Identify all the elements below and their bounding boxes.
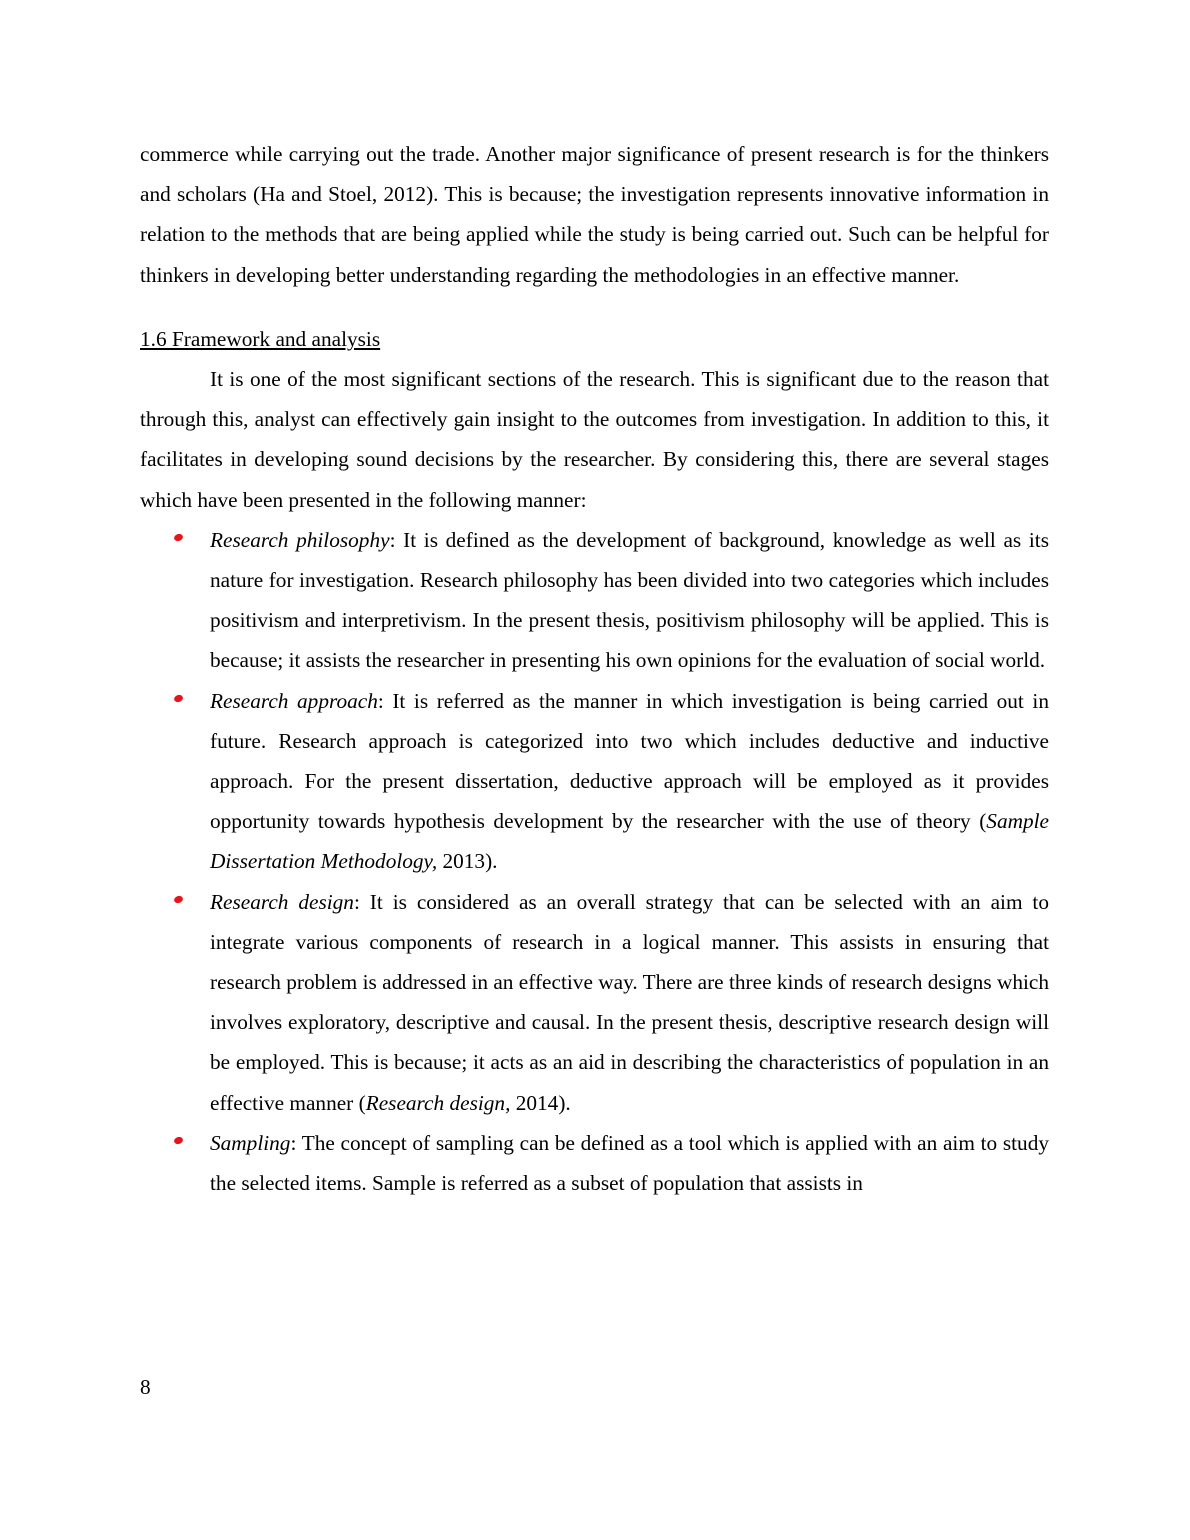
- intro-paragraph: commerce while carrying out the trade. Another major significance of present research is for the thinkers and scholars (Ha and Stoel, 2012). This is because; the investigation represents innovative information in relation to the methods that are being applied while the study is being carried out. Such can be helpful for thinkers in developing better understanding regarding the methodologies in an effective manner.: [140, 142, 1049, 287]
- bullet-icon: [173, 894, 184, 904]
- bullet-term: Research philosophy: [210, 527, 390, 552]
- list-item-research-design: [140, 882, 1049, 1123]
- bullet-term: Research approach: [210, 688, 378, 713]
- section-heading: 1.6 Framework and analysis: [140, 326, 381, 351]
- bullet-text: : It is defined as the development of background, knowledge as well as its nature for investigation. Research philosophy has been divided into two categories which includes positivism and interpretivism. In the present thesis, positivism philosophy will be applied. This is because; it assists the researcher in presenting his own opinions for the evaluation of social world.: [210, 527, 1049, 673]
- bullet-citation: Research design,: [365, 1090, 511, 1115]
- bullet-citation-tail: 2013).: [437, 849, 498, 874]
- framework-stages-list: [140, 520, 1049, 1203]
- bullet-text: : The concept of sampling can be defined as a tool which is applied with an aim to study the selected items. Sample is referred as a subset of population that assists in: [210, 1130, 1049, 1196]
- list-item-research-philosophy: [140, 520, 1049, 681]
- list-item-sampling: [140, 1123, 1049, 1203]
- bullet-citation-tail: 2014).: [510, 1090, 571, 1115]
- bullet-text: : It is considered as an overall strategy that can be selected with an aim to integrate various components of research in a logical manner. This assists in ensuring that research problem is addressed in an effective way. There are three kinds of research designs which involves exploratory, descriptive and causal. In the present thesis, descriptive research design will be employed. This is because; it acts as an aid in describing the characteristics of population in an effective manner (: [210, 889, 1049, 1115]
- bullet-citation: Sample Dissertation Methodology,: [210, 809, 1049, 874]
- page-number: 8: [140, 1375, 151, 1399]
- document-body: [140, 134, 1049, 1203]
- bullet-icon: [173, 533, 184, 543]
- bullet-term: Sampling: [210, 1130, 291, 1155]
- bullet-icon: [173, 693, 184, 703]
- section-paragraph: It is one of the most significant sections of the research. This is significant due to the reason that through this, analyst can effectively gain insight to the outcomes from investigation. In addition to this, it facilitates in developing sound decisions by the researcher. By considering this, there are several stages which have been presented in the following manner:: [140, 367, 1049, 512]
- bullet-icon: [173, 1136, 184, 1146]
- bullet-text: : It is referred as the manner in which investigation is being carried out in future. Research approach is categorized into two which includes deductive and inductive approach. For the present dissertation, deductive approach will be employed as it provides opportunity towards hypothesis development by the researcher with the use of theory (: [210, 688, 1049, 834]
- bullet-term: Research design: [210, 889, 354, 914]
- list-item-research-approach: [140, 681, 1049, 882]
